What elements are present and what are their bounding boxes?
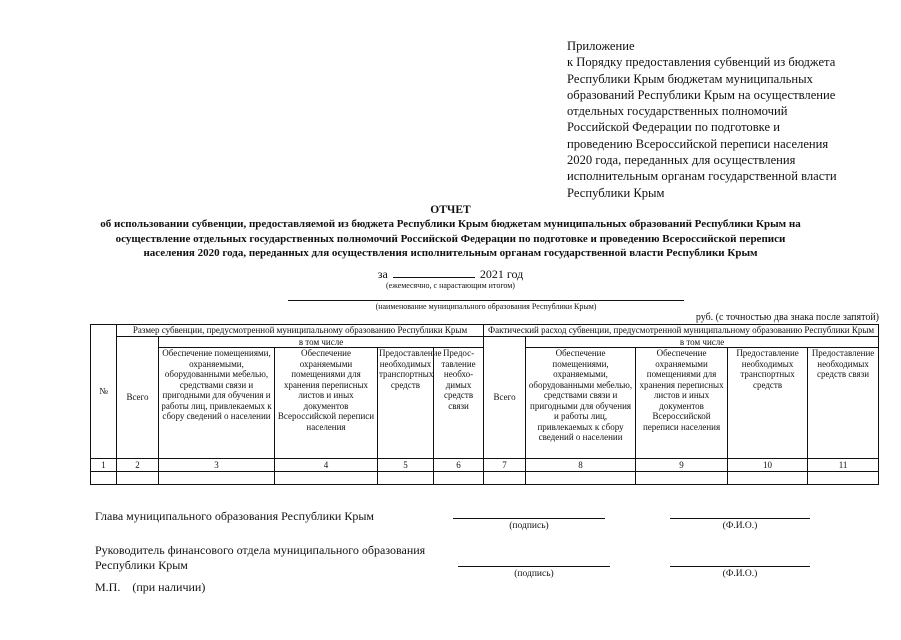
table-header-row (91, 325, 879, 337)
units-note: руб. (с точностью два знака после запятой) (695, 312, 879, 323)
name-hint: (Ф.И.О.) (722, 521, 758, 531)
head-signature-label: Глава муниципального образования Республики Крым (95, 509, 374, 523)
col-index: 3 (159, 459, 275, 472)
group-left-header: Размер субвенции, предусмотренной муниципальному образованию Республики Крым (117, 325, 484, 337)
stamp-note: М.П. (при наличии) (95, 580, 206, 594)
appendix-line: исполнительным органам государственной власти (567, 169, 837, 184)
col-header: Предос-тавление необхо-димых средств связи (434, 348, 484, 459)
col-header: Предоставление необходимых транспортных средств (378, 348, 434, 459)
table-cell[interactable] (484, 472, 526, 485)
col-total-header: Всего (117, 336, 159, 459)
municipality-blank-field[interactable] (288, 300, 684, 301)
col-index: 2 (117, 459, 159, 472)
subtitle-line: об использовании субвенции, предоставляемой из бюджета Республики Крым бюджетам муниципальных образований Республики Крым на (100, 218, 801, 230)
appendix-line: Республики Крым бюджетам муниципальных (567, 71, 813, 86)
finance-label-line: Руководитель финансового отдела муниципального образования (95, 543, 426, 557)
table-row (91, 472, 879, 485)
col-index: 6 (434, 459, 484, 472)
appendix-line: отдельных государственных полномочий (567, 104, 788, 119)
table-cell[interactable] (91, 472, 117, 485)
including-header: в том числе (159, 336, 484, 348)
col-header: Обеспечение помещениями, охраняемыми, оборудованными мебелью, средствами связи и пригодными для обучения и работы лиц, привлекаемых к сбору сведений о населении (526, 348, 636, 459)
finance-signature-field[interactable] (458, 566, 610, 567)
col-index: 8 (526, 459, 636, 472)
report-period (0, 267, 901, 281)
table-cell[interactable] (728, 472, 808, 485)
municipality-hint: (наименование муниципального образования Республики Крым) (375, 302, 597, 311)
appendix-line: Российской Федерации по подготовке и (567, 120, 780, 135)
col-header: Обеспечение охраняемыми помещениями для хранения переписных листов и иных документов Всероссийской переписи населения (275, 348, 378, 459)
period-hint: (ежемесячно, с нарастающим итогом) (386, 281, 515, 290)
period-blank-field[interactable] (393, 267, 475, 278)
appendix-block (567, 38, 887, 201)
col-index: 4 (275, 459, 378, 472)
signature-hint: (подпись) (509, 521, 549, 531)
col-index: 5 (378, 459, 434, 472)
col-header: Предоставление необходимых транспортных средств (728, 348, 808, 459)
subtitle-line: населения 2020 года, переданных для осуществления исполнительным органам государственной власти Республики Крым (143, 247, 758, 259)
period-suffix: 2021 год (479, 267, 524, 281)
col-index: 9 (636, 459, 728, 472)
col-index: 7 (484, 459, 526, 472)
column-number-row (91, 459, 879, 472)
report-table (90, 324, 879, 485)
table-cell[interactable] (159, 472, 275, 485)
name-hint: (Ф.И.О.) (722, 569, 758, 579)
subtitle-line: осуществление отдельных государственных полномочий Российской Федерации по подготовке и проведению Всероссийской переписи (115, 232, 786, 245)
table-cell[interactable] (378, 472, 434, 485)
appendix-line: Республики Крым (567, 185, 665, 200)
signature-hint: (подпись) (514, 569, 554, 579)
table-cell[interactable] (117, 472, 159, 485)
finance-name-field[interactable] (670, 566, 810, 567)
report-title: ОТЧЕТ (430, 204, 471, 216)
table-cell[interactable] (275, 472, 378, 485)
col-header: Обеспечение охраняемыми помещениями для хранения переписных листов и иных документов Всероссийской переписи населения (636, 348, 728, 459)
col-header: Предоставление необходимых средств связи (808, 348, 879, 459)
appendix-line: образований Республики Крым на осуществление (567, 87, 836, 102)
report-subtitle (0, 217, 901, 261)
col-header: Обеспечение помещениями, охраняемыми, оборудованными мебелью, средствами связи и пригодными для обучения и работы лиц, привлекаемых к сбору сведений о населении (159, 348, 275, 459)
table-cell[interactable] (434, 472, 484, 485)
appendix-line: проведению Всероссийской переписи населения (567, 136, 829, 151)
col-total-header: Всего (484, 336, 526, 459)
appendix-line: Приложение (567, 39, 635, 53)
head-signature-field[interactable] (453, 518, 605, 519)
appendix-line: 2020 года, переданных для осуществления (567, 153, 796, 168)
including-header: в том числе (526, 336, 879, 348)
table-cell[interactable] (526, 472, 636, 485)
period-prefix: за (377, 267, 388, 281)
group-right-header: Фактический расход субвенции, предусмотренной муниципальному образованию Республики Крым (484, 325, 879, 337)
finance-label-line: Республики Крым (95, 558, 188, 572)
finance-signature-label (95, 543, 425, 573)
table-cell[interactable] (636, 472, 728, 485)
col-number-header: № (91, 325, 117, 459)
table-header-row (91, 336, 879, 348)
appendix-line: к Порядку предоставления субвенций из бюджета (567, 55, 836, 70)
head-name-field[interactable] (670, 518, 810, 519)
col-index: 10 (728, 459, 808, 472)
table-cell[interactable] (808, 472, 879, 485)
col-index: 1 (91, 459, 117, 472)
col-index: 11 (808, 459, 879, 472)
